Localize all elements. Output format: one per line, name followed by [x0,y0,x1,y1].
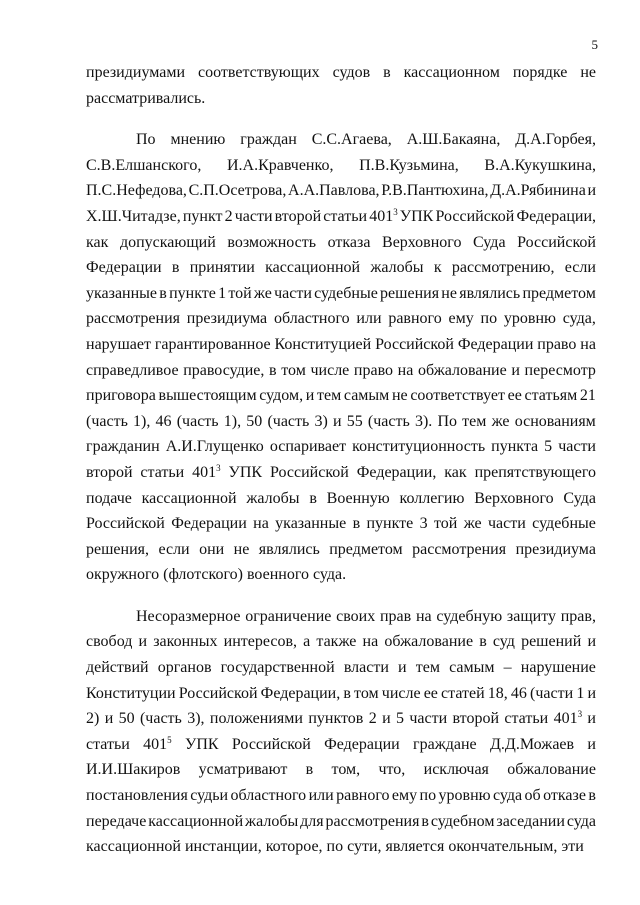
text-line [86,757,596,783]
word: нарушает [86,335,151,353]
text-line [86,629,596,655]
word: 2 [368,710,377,728]
word: Х.Ш.Читадзе, [86,207,181,225]
word: 3), [187,710,205,728]
word: и [587,182,596,200]
word: пункта [491,438,539,456]
word: в [305,761,314,779]
word: Конституцией [274,335,372,353]
word: соответствующих [198,64,320,81]
word: С.С.Агаева, [311,131,392,149]
word: (часть [139,710,182,728]
word: равного [336,787,390,805]
word: если [158,540,190,558]
word: власти [343,659,389,677]
word: коллегию [399,489,465,507]
word: кассационной [141,489,237,507]
text-line [86,204,596,230]
word: а [303,633,311,651]
word: как [444,463,467,481]
word: 3). [414,412,433,430]
word: допускающий [119,233,216,251]
word: 18, [487,684,508,702]
word: 1), [223,412,242,430]
word: том, [331,761,361,779]
word: 1), [133,412,151,430]
word: и [587,684,596,702]
word: статьям [524,387,578,405]
word: суда [493,787,523,805]
word: право [537,335,577,353]
word: или [356,310,382,328]
word: порядке [512,64,568,81]
word: статьи [140,463,185,481]
word: к [433,259,442,277]
word: указанные [275,515,347,533]
word: предметом [329,540,403,558]
word: нарушение [520,659,596,677]
word: 3) [314,412,328,430]
word: препятствующего [474,463,596,481]
word: пункт [182,207,223,225]
word: тем [462,412,487,430]
text-line [86,486,596,512]
word: судом, [259,387,304,405]
word: уровню [503,310,556,328]
word: суд [492,633,515,651]
word: решения, [86,540,150,558]
word: Российской [435,207,515,225]
text-line [86,809,596,835]
word: предметом [522,284,596,302]
word: 5 [544,438,553,456]
word: 2) [86,710,100,728]
word: 1 [576,684,585,702]
word: являлись [258,540,320,558]
word: УПК [399,207,434,225]
word: судебные [532,515,596,533]
word: Российской [86,515,165,533]
word: П.С.Нефедова, [86,182,187,200]
word: в [383,64,391,81]
word: судьи [190,787,229,805]
word: Суда [473,233,506,251]
word: второй [86,463,133,481]
word: принятии [189,259,255,277]
word: отказа [327,233,371,251]
word: в [171,259,180,277]
text-line [86,460,596,486]
word: органов [157,659,212,677]
word: 50 [118,710,135,728]
word: той [433,515,458,533]
word: (часть [86,412,128,430]
word: (части [530,684,574,702]
word: в [159,284,167,302]
word: интересов, [223,633,297,651]
word: (часть [176,412,219,430]
word: решения [380,284,440,302]
word: кассационной [148,812,244,830]
text-line [86,383,596,409]
word: на [253,515,269,533]
word: части [488,515,526,533]
word: Российской [178,684,258,702]
word: второй [274,207,322,225]
word: 46 [510,684,527,702]
word: УПК [228,463,263,481]
word: передаче [86,812,147,830]
word: в [588,787,596,805]
text-line [86,783,596,809]
word: жалобы [370,259,424,277]
text-line [86,706,596,732]
word: Федерации [86,259,162,277]
word: как [86,233,109,251]
word: являлись [459,284,521,302]
word: отказе [543,787,586,805]
word: рассмотрению, [451,259,555,277]
word: А.И.Глущенко [165,438,264,456]
word: уровню [438,787,491,805]
word: же [253,284,272,302]
word: в [343,684,351,702]
word: по [480,310,498,328]
word: и [398,659,407,677]
text-line [86,60,596,86]
text-line [86,281,596,307]
word: самым [343,387,390,405]
word: обжалование [507,761,596,779]
word: 3 [419,515,428,533]
word: судов [332,64,371,81]
word: действий [86,659,149,677]
word: том [281,361,306,379]
word: на [397,361,414,379]
word: и [587,710,596,728]
text-line [86,511,596,537]
word: Несоразмерное [136,607,241,625]
word: 1 [218,284,227,302]
word: Федерации [171,515,247,533]
word: областного [273,310,350,328]
text-line [86,332,596,358]
word: законных [153,633,218,651]
text-line [86,434,596,460]
word: Федерации [324,735,400,753]
word: УПК [185,735,219,753]
text-line [86,127,596,153]
word: Федерации [457,335,534,353]
word: ему [448,310,474,328]
word: 46 [155,412,172,430]
paragraph-gap [86,111,596,127]
word: мнению [170,131,226,149]
word: Федерации, [356,463,437,481]
word: суда, [562,310,596,328]
word: А.Ш.Бакаяна, [406,131,501,149]
text-line [86,604,596,630]
word: суда [566,812,596,830]
word: Российской [517,233,596,251]
word: Суда [563,489,596,507]
word: статьи [86,735,130,753]
word: свобод [86,633,133,651]
word: числе [381,684,421,702]
word: граждане [413,735,477,753]
word: пункте [366,515,414,533]
word: Верховного [474,489,554,507]
word: президиумами [86,64,186,81]
word: той [228,284,252,302]
word: Д.А.Горбея, [515,131,596,149]
word: граждан [240,131,297,149]
text-line: кассационной инстанции, которое, по сути, является окончательным, эти [86,838,584,856]
word: что, [378,761,406,779]
text-line [86,537,596,563]
word: в [309,489,317,507]
word: (часть [267,412,310,430]
word: если [564,259,596,277]
text-line [86,732,596,758]
word: ее [423,684,438,702]
word: По [437,412,457,430]
word: равного [388,310,442,328]
word: А.А.Павлова, [288,182,380,200]
word: статей [441,684,485,702]
word: в [352,515,361,533]
paragraph-gap [86,588,596,604]
word: том [354,684,379,702]
paragraph-p1 [86,127,596,588]
word: решений [521,633,582,651]
word: заседании [496,812,565,830]
word: на [580,335,596,353]
word: и [587,633,596,651]
text-line [86,358,596,384]
word: или [308,787,334,805]
word: $401^3$ [369,206,398,225]
word: – [503,659,512,677]
word: они [199,540,225,558]
word: $401^3$ [553,709,583,728]
word: приговора [86,387,156,405]
word: прав [379,607,412,625]
word: указанные [86,284,158,302]
word: П.В.Кузьмина, [359,156,459,174]
word: части [234,207,273,225]
word: (часть [367,412,410,430]
paragraph-p2 [86,604,596,860]
word: не [580,64,596,81]
word: 2 [224,207,233,225]
word: и [138,633,148,651]
word: жалобы [246,489,300,507]
word: гражданин [86,438,160,456]
word: статьи [323,207,368,225]
word: рассмотрения [325,812,420,830]
word: статьи [504,710,549,728]
word: Федерации, [260,684,341,702]
word: По [136,131,156,149]
word: же [491,412,510,430]
word: основаниям [514,412,596,430]
word: 21 [579,387,596,405]
word: в [421,812,429,830]
word: прав, [560,607,596,625]
word: подаче [86,489,132,507]
word: положениями [209,710,303,728]
word: конституционность [352,438,486,456]
word: тем [317,387,342,405]
word: части [274,284,312,302]
word: 55 [346,412,363,430]
word: же [463,515,482,533]
word: и [104,710,114,728]
text-line [86,153,596,179]
word: государственной [220,659,335,677]
word: самым [449,659,495,677]
word: С.П.Осетрова, [188,182,287,200]
word: и [587,735,596,753]
word: защиту [506,607,556,625]
text-line [86,306,596,332]
word: пересмотр [524,361,596,379]
word: части [409,710,448,728]
word: $401^5$ [143,734,172,753]
word: ему [391,787,418,805]
word: С.В.Елшанского, [86,156,202,174]
word: ее [507,387,522,405]
text-line [86,681,596,707]
paragraph-p0 [86,60,596,111]
word: Конституции [86,684,176,702]
word: об [524,787,541,805]
word: оспаривает [269,438,347,456]
word: кассационной [265,259,361,277]
word: ограничение [245,607,332,625]
word: части [558,438,596,456]
word: на [415,607,432,625]
document-body [86,60,596,860]
word: усматривают [198,761,288,779]
word: для [300,812,324,830]
word: и [511,361,520,379]
word: не [441,284,457,302]
word: пункте [169,284,216,302]
word: рассмотрения [412,540,507,558]
word: 5 [395,710,404,728]
word: числе [310,361,350,379]
word: Федерации, [516,207,596,225]
word: президиума [515,540,596,558]
word: второй [452,710,500,728]
word: не [233,540,250,558]
text-line [86,655,596,681]
text-line: рассматривались. [86,89,206,107]
word: кассационном [403,64,500,81]
word: Российской [231,735,311,753]
word: судебные [314,284,378,302]
word: право [353,361,394,379]
word: возможность [227,233,317,251]
word: Д.А.Рябинина [490,182,586,200]
word: также [316,633,357,651]
word: И.И.Шакиров [86,761,181,779]
word: обжалование [384,633,474,651]
word: Российской [375,335,454,353]
word: тем [415,659,440,677]
word: Российской [270,463,349,481]
word: исключая [423,761,489,779]
word: судебную [436,607,503,625]
text-line: окружного (флотского) военного суда. [86,566,347,584]
word: обжалование [417,361,507,379]
word: областного [230,787,307,805]
word: и [305,387,315,405]
word: жалобы [245,812,299,830]
page-number: 5 [591,37,598,52]
word: 50 [246,412,263,430]
word: справедливое [86,361,179,379]
word: по [419,787,437,805]
text-line [86,230,596,256]
word: $401^3$ [192,462,221,481]
word: В.А.Кукушкина, [484,156,596,174]
word: соответствует [410,387,505,405]
word: Д.Д.Можаев [490,735,575,753]
word: Верховного [382,233,462,251]
word: пунктов [308,710,364,728]
text-line [86,178,596,204]
word: президиума [186,310,268,328]
word: судебном [430,812,495,830]
word: в [479,633,487,651]
word: гарантированное [154,335,271,353]
text-line [86,409,596,435]
word: Р.В.Пантюхина, [381,182,489,200]
word: Военную [326,489,390,507]
word: И.А.Кравченко, [226,156,334,174]
word: вышестоящим [158,387,257,405]
word: правосудие, [183,361,265,379]
word: рассмотрения [86,310,180,328]
word: и [332,412,342,430]
word: постановления [86,787,188,805]
word: на [362,633,379,651]
word: своих [336,607,376,625]
word: и [382,710,391,728]
text-line [86,255,596,281]
word: в [269,361,277,379]
word: не [391,387,408,405]
